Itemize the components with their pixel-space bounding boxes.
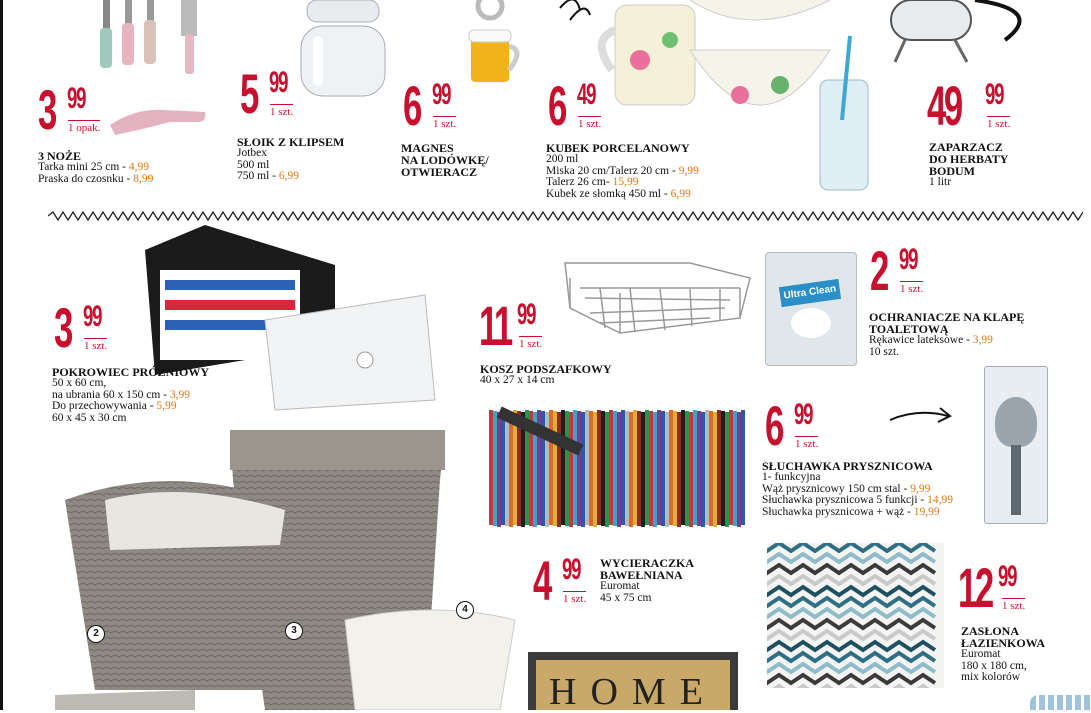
desc-vacuum: POKROWIEC PRÓŻNIOWY 50 x 60 cm, na ubrania 60 x 150 cm - 3,99 Do przechowywania - 5,99 60 x 45 x 30 cm [52,365,210,424]
pack-brand-label: Ultra Clean [779,279,841,307]
magnet-image [465,0,530,90]
arrow-icon [888,400,968,430]
desc-seat-covers: OCHRANIACZE NA KLAPĘ TOALETOWĄ Rękawice lateksowe - 3,99 10 szt. [869,310,1025,358]
wire-basket-image [560,258,755,348]
zigzag-divider [48,211,1083,221]
callout-4: 4 [456,601,474,619]
desc-curtain: ZASŁONA ŁAZIENKOWA Euromat 180 x 180 cm, mix kolorów [961,624,1046,683]
price-seat-covers: 2 99 1 szt. [870,239,924,302]
doormat-image [528,652,738,713]
price-curtain: 12 99 1 szt. [958,556,1026,619]
desc-mug: KUBEK PORCELANOWY 200 ml Miska 20 cm/Talerz 20 cm - 9,99 Talerz 26 cm- 15,99 Kubek ze słomką 450 ml - 6,99 [546,141,699,200]
desc-doormat: WYCIERACZKA BAWEŁNIANA Euromat 45 x 75 cm [600,556,695,604]
desc-basket: KOSZ PODSZAFKOWY 40 x 27 x 14 cm [480,362,612,386]
towel-image [1030,695,1091,710]
desc-knives: 3 NOŻE Tarka mini 25 cm - 4,99 Praska do czosnku - 8,99 [38,149,154,185]
tea-infuser-image [885,0,1035,70]
price-vacuum: 3 99 1 szt. [54,296,108,359]
doormat-text: HOME [549,671,717,713]
price-knives: 3 99 1 opak. [38,78,101,141]
price-magnet: 6 99 1 szt. [403,74,457,137]
price-basket: 11 99 1 szt. [479,294,543,357]
left-border-rule [0,0,3,710]
desc-shower: SŁUCHAWKA PRYSZNICOWA 1- funkcyjna Wąż prysznicowy 150 cm stal - 9,99 Słuchawka prysznicowa 5 funkcji - 14,99 Słuchawka prysznicowa + wąż - 19,99 [762,459,953,518]
shower-curtain-image [767,543,944,688]
callout-3: 3 [285,622,303,640]
price-mug: 6 49 1 szt. [548,74,602,137]
desc-jar: SŁOIK Z KLIPSEM Jotbex 500 ml 750 ml - 6,99 [237,135,345,182]
price-doormat: 4 99 1 szt. [533,549,587,612]
desc-magnet: MAGNES NA LODÓWKĘ/ OTWIERACZ [401,141,489,179]
shower-head-image [984,366,1048,524]
callout-2: 2 [87,625,105,643]
price-shower: 6 99 1 szt. [765,394,819,457]
wicker-baskets-image [55,420,525,710]
desc-infuser: ZAPARZACZ DO HERBATY BODUM 1 litr [929,140,1009,188]
price-jar: 5 99 1 szt. [240,62,294,125]
price-infuser: 49 99 1 szt. [927,74,1011,137]
seat-covers-pack-image [765,252,857,366]
